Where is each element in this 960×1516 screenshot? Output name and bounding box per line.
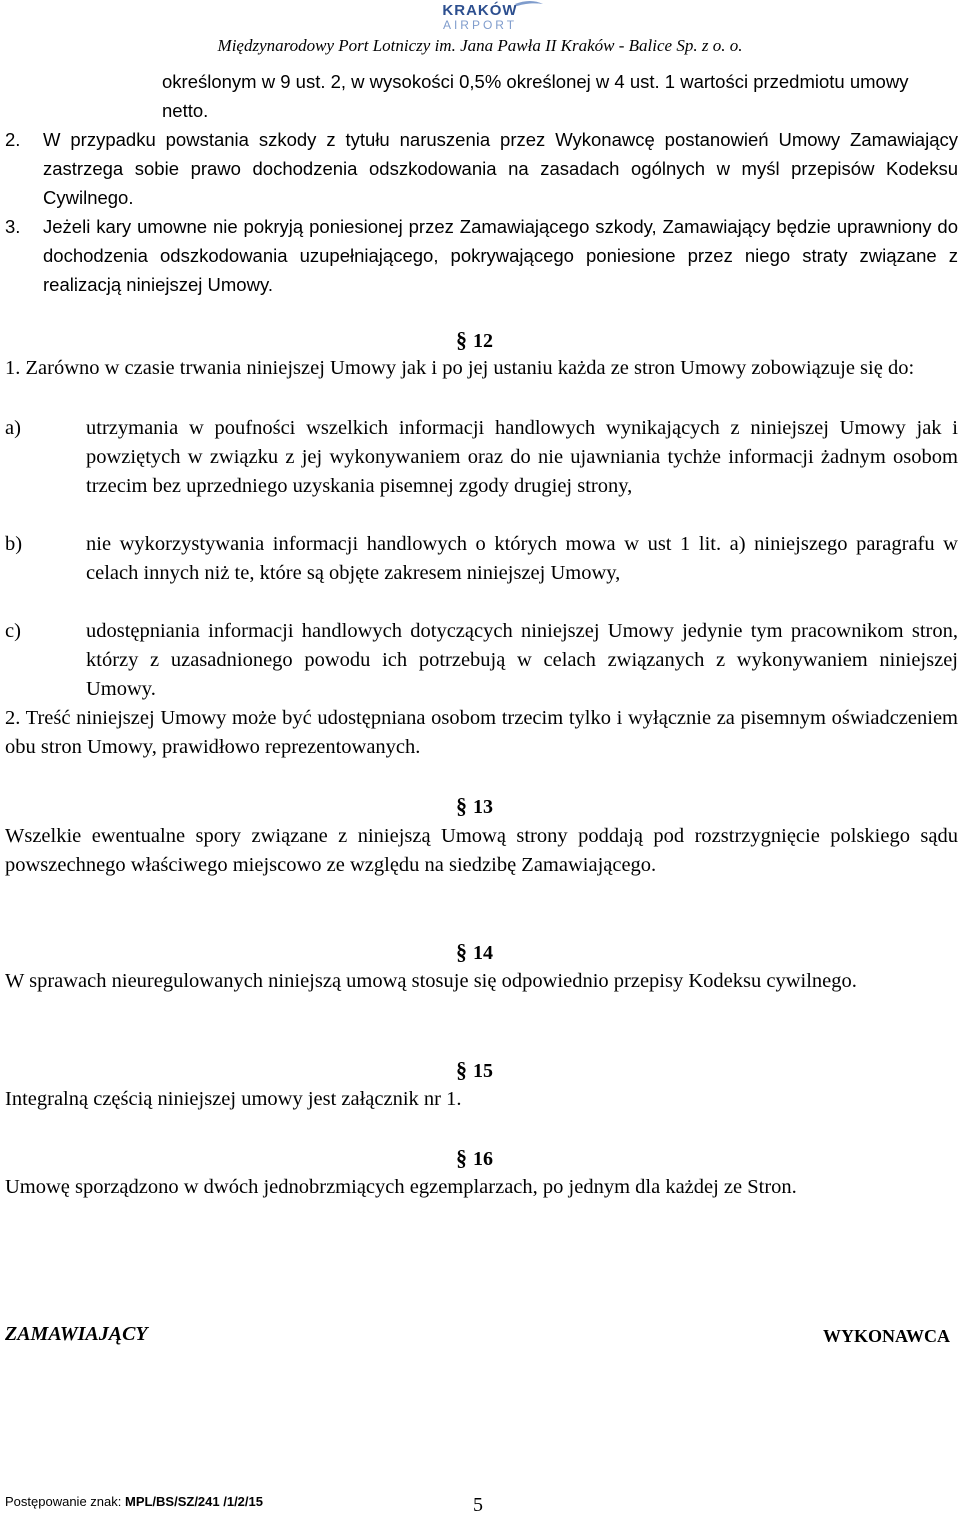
section-number: 15: [473, 1060, 493, 1082]
item-text: nie wykorzystywania informacji handlowych o których mowa w ust 1 lit. a) niniejszego paragrafu w celach innych niż te, które są objęte zakresem niniejszej Umowy,: [86, 533, 958, 584]
kraków-airport-logo: [365, 0, 595, 32]
company-header: Międzynarodowy Port Lotniczy im. Jana Pawła II Kraków - Balice Sp. z o. o.: [217, 36, 743, 55]
list-item: [5, 530, 958, 617]
reference-label: Postępowanie znak:: [5, 1494, 122, 1509]
item-label: b): [5, 533, 23, 555]
item-label: a): [5, 417, 21, 439]
section-number: 12: [473, 330, 493, 352]
section-heading-13: [456, 793, 493, 820]
signature-client-label: ZAMAWIAJĄCY: [5, 1323, 148, 1345]
item-text: Jeżeli kary umowne nie pokryją poniesionej przez Zamawiającego szkody, Zamawiający będzie uprawniony do dochodzenia odszkodowania uzupełniającego, pokrywającego poniesione przez niego straty związane z realizacją niniejszej Umowy.: [43, 216, 958, 295]
logo-line1: KRAKÓW: [442, 2, 518, 19]
paragraph: 1. Zarówno w czasie trwania niniejszej Umowy jak i po jej ustaniu każda ze stron Umowy zobowiązuje się do:: [5, 357, 915, 379]
section-symbol: §: [456, 327, 467, 352]
list-item: [5, 617, 958, 704]
section-symbol: §: [456, 1057, 467, 1082]
item-text: utrzymania w poufności wszelkich informacji handlowych wynikających z niniejszej Umowy jak i powziętych w związku z jej wykonywaniem oraz do nie ujawniania tychże informacji żadnym osobom trzecim bez uprzedniego uzyskania pisemnej zgody drugiej strony,: [86, 417, 958, 497]
section-number: 14: [473, 942, 493, 964]
item-text: W przypadku powstania szkody z tytułu naruszenia przez Wykonawcę postanowień Umowy Zamawiający zastrzega sobie prawo dochodzenia odszkodowania na zasadach ogólnych w myśl przepisów Kodeksu Cywilnego.: [43, 129, 958, 208]
section-number: 16: [473, 1148, 493, 1170]
section-heading-16: [456, 1145, 493, 1172]
list-item: [5, 67, 958, 125]
airport-logo-icon: [365, 0, 595, 32]
item-number: 3.: [5, 216, 21, 237]
item-label: c): [5, 620, 21, 642]
paragraph: Wszelkie ewentualne spory związane z niniejszą Umową strony poddają pod rozstrzygnięcie polskiego sądu powszechnego właściwego miejscowo ze względu na siedzibę Zamawiającego.: [5, 825, 958, 876]
section-heading-14: [456, 939, 493, 966]
section-heading-15: [456, 1057, 493, 1084]
section-number: 13: [473, 796, 493, 818]
page-number: 5: [473, 1494, 483, 1516]
paragraph: 2. Treść niniejszej Umowy może być udostępniana osobom trzecim tylko i wyłącznie za pisemnym oświadczeniem obu stron Umowy, prawidłowo reprezentowanych.: [5, 707, 958, 758]
list-item: [5, 125, 958, 212]
paragraph: W sprawach nieuregulowanych niniejszą umową stosuje się odpowiednio przepisy Kodeksu cywilnego.: [5, 970, 857, 992]
logo-line2: AIRPORT: [442, 18, 518, 32]
list-item: [5, 212, 958, 299]
item-number: 2.: [5, 129, 21, 150]
section-symbol: §: [456, 939, 467, 964]
paragraph: Umowę sporządzono w dwóch jednobrzmiących egzemplarzach, po jednym dla każdej ze Stron.: [5, 1176, 797, 1198]
section-heading-12: [456, 327, 493, 354]
item-text: udostępniania informacji handlowych dotyczących niniejszej Umowy jedynie tym pracownikom stron, którzy z uzasadnionego powodu ich potrzebują w celach związanych z wykonywaniem niniejszej Umowy.: [86, 620, 958, 700]
signature-contractor-label: WYKONAWCA: [822, 1326, 950, 1346]
procedure-reference: [5, 1493, 263, 1511]
item-text: określonym w 9 ust. 2, w wysokości 0,5% określonej w 4 ust. 1 wartości przedmiotu umowy netto.: [162, 71, 909, 121]
paragraph: Integralną częścią niniejszej umowy jest załącznik nr 1.: [5, 1088, 462, 1110]
reference-value: MPL/BS/SZ/241 /1/2/15: [124, 1494, 263, 1509]
list-item: [5, 414, 958, 530]
section-symbol: §: [456, 793, 467, 818]
section-symbol: §: [456, 1145, 467, 1170]
